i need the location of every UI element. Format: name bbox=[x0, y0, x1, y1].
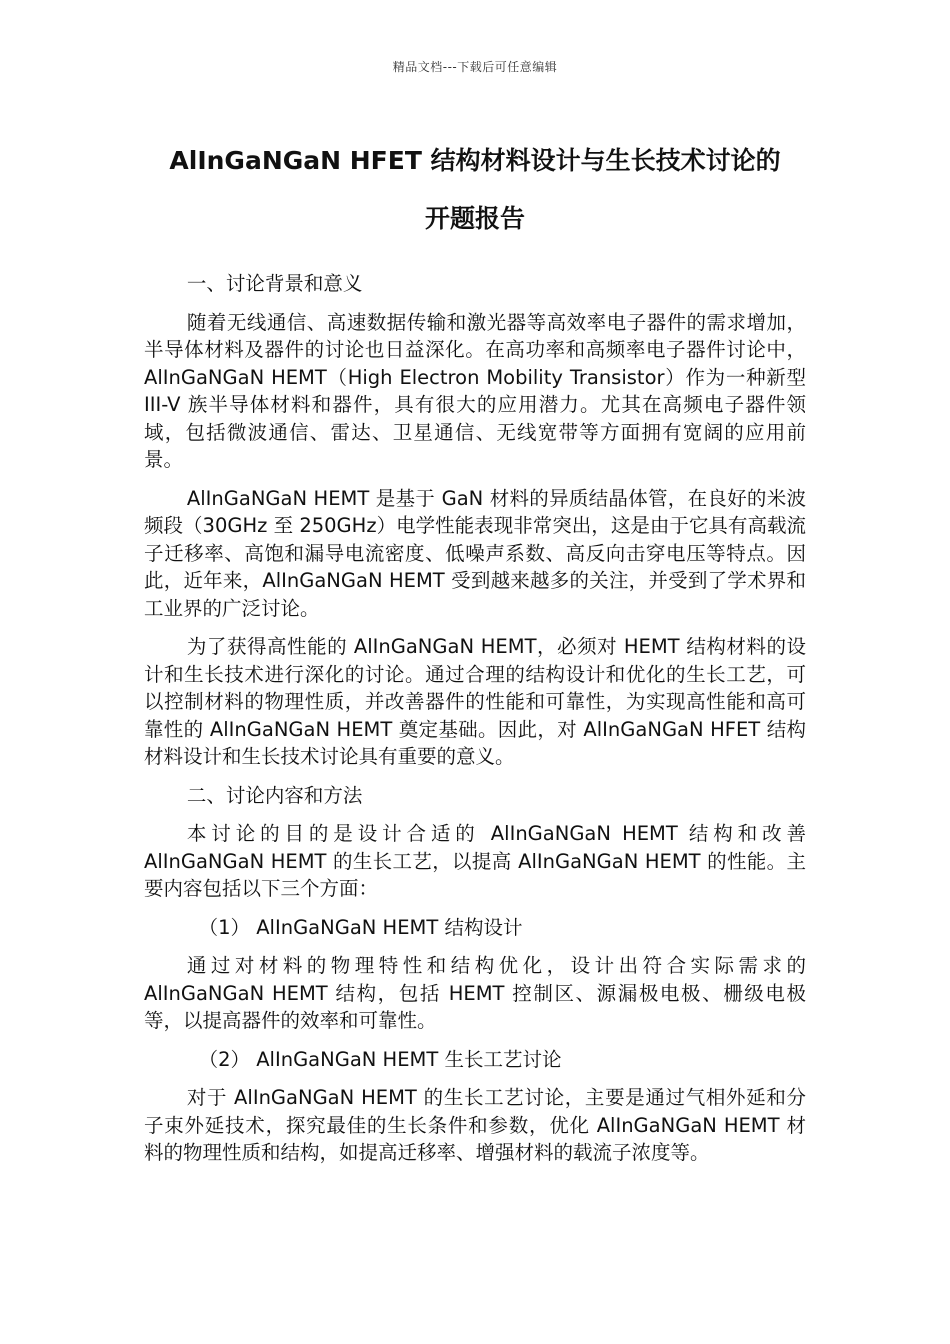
title-line-2: 开题报告 bbox=[424, 204, 525, 233]
section-heading-content-method: 二、讨论内容和方法 bbox=[186, 783, 363, 807]
page-header: 精品文档---下载后可任意编辑 bbox=[392, 60, 558, 74]
paragraph: 为了获得高性能的 AlInGaNGaN HEMT，必须对 HEMT 结构材料的设计和生长技术进行深化的讨论。通过合理的结构设计和优化的生长工艺，可以控制材料的物理性质，并改善器件的性能和可靠性，为实现高性能和高可靠性的 AlInGaNGaN HEMT 奠定基础。因此，对 AlInGaNGaN HFET 结构材料设计和生长技术讨论具有重要的意义。 bbox=[144, 635, 806, 768]
subheading-growth-process: （2） AlInGaNGaN HEMT 生长工艺讨论 bbox=[198, 1047, 562, 1071]
paragraph: 对于 AlInGaNGaN HEMT 的生长工艺讨论，主要是通过气相外延和分子束外延技术，探究最佳的生长条件和参数，优化 AlInGaNGaN HEMT 材料的物理性质和结构，如提高迁移率、增强材料的载流子浓度等。 bbox=[144, 1086, 806, 1164]
paragraph: 本讨论的目的是设计合适的 AlInGaNGaN HEMT 结构和改善 AlInGaNGaN HEMT 的生长工艺，以提高 AlInGaNGaN HEMT 的性能。主要内容包括以下三个方面： bbox=[144, 822, 806, 900]
paragraph: AlInGaNGaN HEMT 是基于 GaN 材料的异质结晶体管，在良好的米波频段（30GHz 至 250GHz）电学性能表现非常突出，这是由于它具有高载流子迁移率、高饱和漏导电流密度、低噪声系数、高反向击穿电压等特点。因此，近年来，AlInGaNGaN HEMT 受到越来越多的关注，并受到了学术界和工业界的广泛讨论。 bbox=[144, 486, 806, 620]
title-line-1: AlInGaNGaN HFET 结构材料设计与生长技术讨论的 bbox=[169, 146, 781, 175]
paragraph: 通过对材料的物理特性和结构优化，设计出符合实际需求的 AlInGaNGaN HEMT 结构，包括 HEMT 控制区、源漏极电极、栅级电极等，以提高器件的效率和可靠性。 bbox=[144, 954, 806, 1032]
section-heading-background: 一、讨论背景和意义 bbox=[186, 272, 363, 295]
subheading-structure-design: （1） AlInGaNGaN HEMT 结构设计 bbox=[198, 915, 523, 939]
document-body bbox=[144, 270, 806, 1178]
paragraph: 随着无线通信、高速数据传输和激光器等高效率电子器件的需求增加，半导体材料及器件的讨论也日益深化。在高功率和高频率电子器件讨论中，AlInGaNGaN HEMT（High Electron Mobility Transistor）作为一种新型 III-V 族半导体材料和器件，具有很大的应用潜力。尤其在高频电子器件领域，包括微波通信、雷达、卫星通信、无线宽带等方面拥有宽阔的应用前景。 bbox=[144, 310, 806, 471]
document-title bbox=[120, 132, 830, 248]
